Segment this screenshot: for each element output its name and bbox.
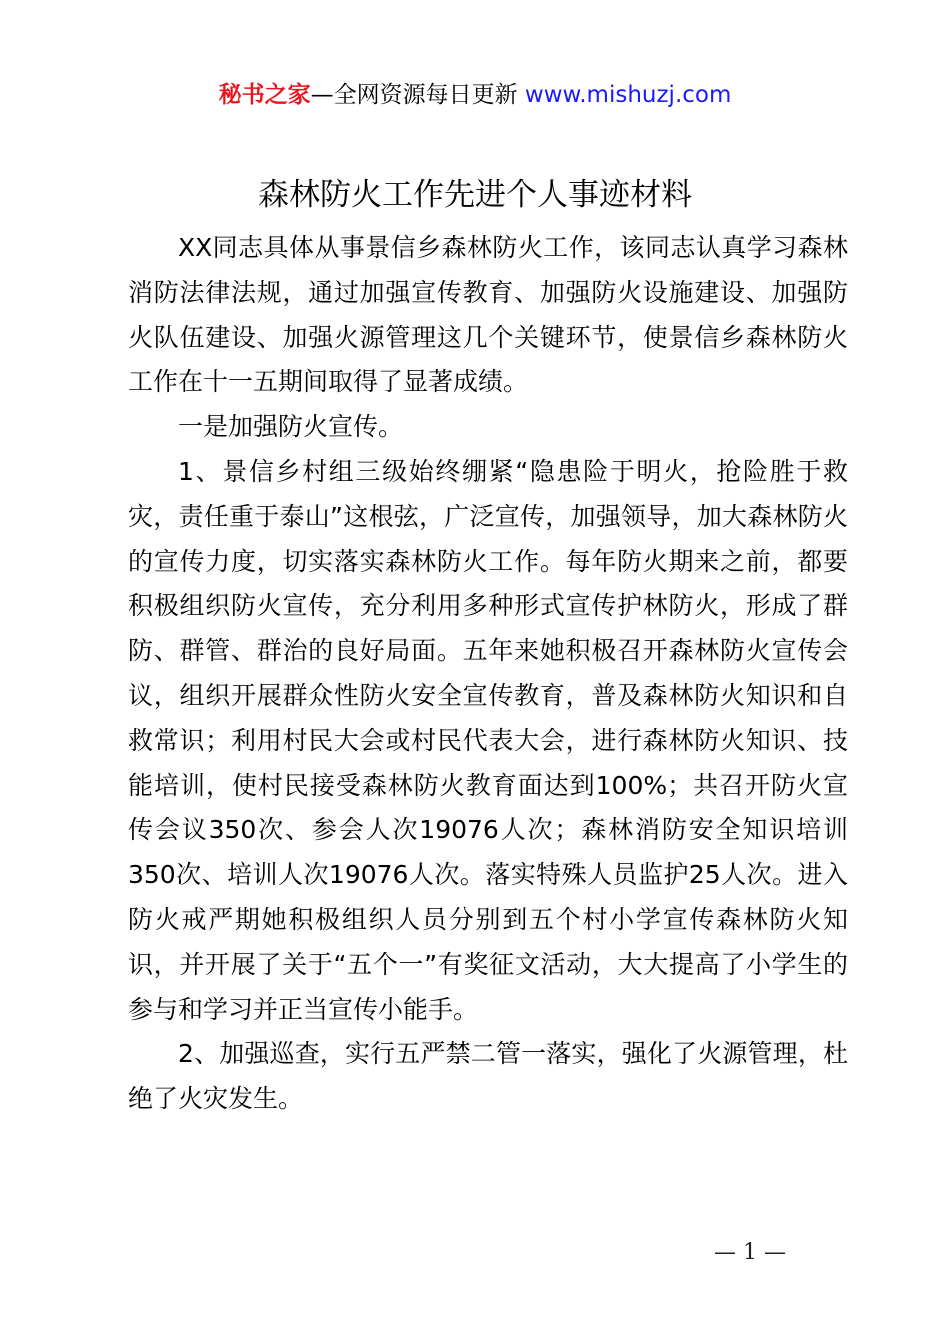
- site-tagline: —全网资源每日更新: [310, 82, 525, 108]
- document-title: 森林防火工作先进个人事迹材料: [258, 177, 692, 213]
- site-url-link[interactable]: www.mishuzj.com: [524, 82, 732, 108]
- document-body: [128, 226, 848, 1122]
- paragraph-intro: XX同志具体从事景信乡森林防火工作，该同志认真学习森林消防法律法规，通过加强宣传教育、加强防火设施建设、加强防火队伍建设、加强火源管理这几个关键环节，使景信乡森林防火工作在十一五期间取得了显著成绩。: [128, 233, 848, 397]
- paragraph-item-1: 1、景信乡村组三级始终绷紧“隐患险于明火，抢险胜于救灾，责任重于泰山”这根弦，广泛宣传，加强领导，加大森林防火的宣传力度，切实落实森林防火工作。每年防火期来之前，都要积极组织防火宣传，充分利用多种形式宣传护林防火，形成了群防、群管、群治的良好局面。五年来她积极召开森林防火宣传会议，组织开展群众性防火安全宣传教育，普及森林防火知识和自救常识；利用村民大会或村民代表大会，进行森林防火知识、技能培训，使村民接受森林防火教育面达到100%；共召开防火宣传会议350次、参会人次19076人次；森林消防安全知识培训350次、培训人次19076人次。落实特殊人员监护25人次。进入防火戒严期她积极组织人员分别到五个村小学宣传森林防火知识，并开展了关于“五个一”有奖征文活动，大大提高了小学生的参与和学习并正当宣传小能手。: [128, 456, 848, 1024]
- site-header: [0, 78, 950, 112]
- site-brand: 秘书之家: [218, 82, 311, 108]
- page-number: — 1 —: [714, 1240, 786, 1265]
- paragraph-item-2: 2、加强巡查，实行五严禁二管一落实，强化了火源管理，杜绝了火灾发生。: [128, 1039, 848, 1114]
- paragraph-section-heading: 一是加强防火宣传。: [178, 412, 404, 442]
